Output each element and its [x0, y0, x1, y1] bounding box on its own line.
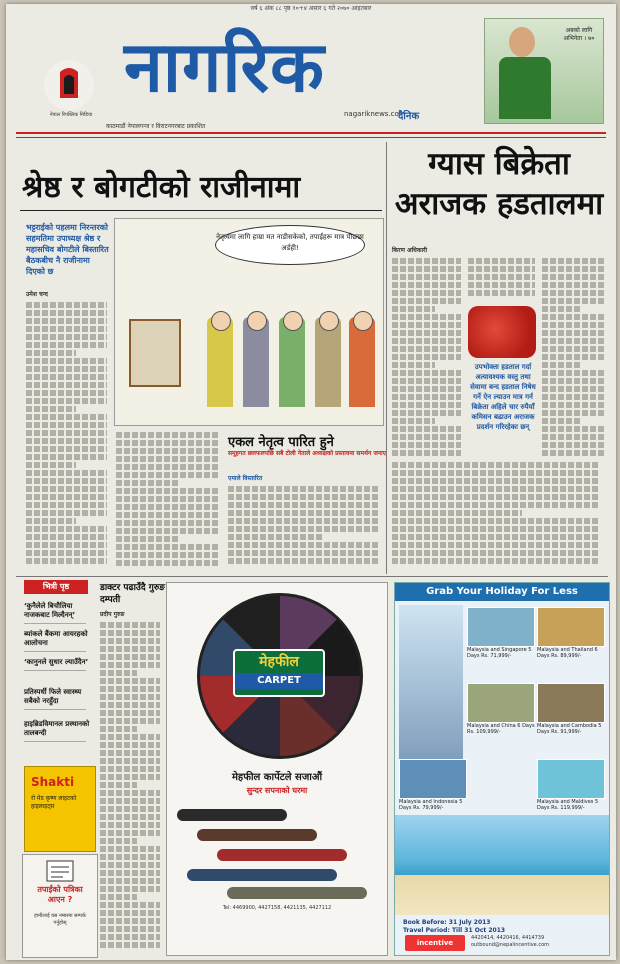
subscription-text: हामीलाई यस नम्बरमा सम्पर्क गर्नुहोस्: [34, 913, 86, 926]
text-line: [100, 630, 160, 636]
column-divider: [386, 142, 387, 574]
text-line: [392, 518, 599, 524]
text-line: [116, 528, 218, 534]
text-line: [116, 544, 218, 550]
text-line: [392, 258, 461, 264]
text-line: [392, 534, 599, 540]
carpet-advert[interactable]: [166, 582, 388, 956]
text-line: [100, 766, 160, 772]
mehfil-brand: मेहफील: [259, 654, 299, 670]
tour-caption: Malaysia and Indonesia 5 Days Rs. 79,999/-: [399, 799, 463, 811]
text-line: [392, 462, 599, 468]
text-line: [116, 520, 218, 526]
tour-photo: [537, 759, 605, 799]
text-line: [26, 366, 107, 372]
text-line: [542, 322, 605, 328]
text-line: [100, 758, 160, 764]
text-line: [116, 440, 218, 446]
text-line: [26, 558, 107, 564]
text-line: [542, 370, 605, 376]
sidebar-item[interactable]: प्रतिस्पर्धी फिले स्वास्थ्य सबैको नरहुँदा: [24, 688, 90, 706]
text-line: [116, 432, 218, 438]
carpet-roll: [187, 869, 337, 881]
masthead-tagline: काठमाडौं नेपालगन्ज र विराटनगरबाट प्रकाशित: [106, 123, 206, 130]
text-line: [392, 330, 461, 336]
text-line: [392, 486, 599, 492]
text-line: [116, 464, 218, 470]
text-line: [392, 314, 461, 320]
text-line: [116, 496, 218, 502]
text-line: [116, 512, 218, 518]
text-line: [468, 266, 535, 272]
subscription-title: तपाईंको पत्रिका आएन ?: [37, 885, 83, 904]
subscription-advert[interactable]: [22, 854, 98, 958]
cartoon-head: [211, 311, 231, 331]
incentive-contact: 4420414, 4420416, 4414739 outbound@nepalincentive.com: [471, 935, 550, 948]
text-line: [26, 526, 107, 532]
text-line: [26, 430, 107, 436]
gas-body-column-1: [392, 258, 464, 458]
text-line: [392, 274, 461, 280]
text-line: [100, 710, 160, 716]
text-line: [26, 518, 76, 524]
site-url[interactable]: nagariknews.com: [344, 110, 406, 118]
text-line: [468, 290, 535, 296]
text-line: [116, 504, 218, 510]
text-line: [468, 274, 535, 280]
text-line: [228, 526, 378, 532]
text-line: [228, 510, 378, 516]
text-line: [26, 502, 107, 508]
text-line: [116, 480, 180, 486]
text-line: [100, 782, 137, 788]
carpet-roll: [177, 809, 287, 821]
text-line: [100, 774, 160, 780]
headline-divider: [20, 210, 382, 211]
text-line: [542, 258, 605, 264]
cartoon-portrait: [129, 319, 181, 387]
text-line: [26, 454, 107, 460]
text-line: [100, 910, 160, 916]
text-line: [542, 282, 605, 288]
text-line: [116, 472, 218, 478]
text-line: [100, 734, 160, 740]
text-line: [100, 902, 160, 908]
text-line: [392, 410, 461, 416]
beach-photo: [395, 815, 609, 915]
text-line: [392, 558, 599, 564]
text-line: [26, 486, 107, 492]
text-line: [542, 434, 605, 440]
shakti-advert[interactable]: [24, 766, 96, 852]
text-line: [542, 378, 605, 384]
tour-photo: [537, 607, 605, 647]
text-line: [542, 402, 605, 408]
text-line: [26, 406, 76, 412]
text-line: [392, 338, 461, 344]
booking-dates: Book Before: 31 July 2013 Travel Period: Till 31 Oct 2013: [403, 919, 506, 934]
text-line: [392, 290, 461, 296]
text-line: [100, 790, 160, 796]
text-line: [100, 718, 160, 724]
text-line: [100, 934, 160, 940]
sidebar-item[interactable]: ‘कानुनले सुधार ल्याउँदैन’: [24, 658, 89, 666]
text-line: [100, 742, 160, 748]
text-line: [392, 362, 435, 368]
text-line: [116, 552, 218, 558]
carpet-contact: Tel: 4469900, 4427158, 4421135, 4427112: [222, 905, 332, 911]
doctor-body: [100, 622, 162, 952]
tour-caption: Malaysia and Maldives 5 Days Rs. 119,999/-: [537, 799, 599, 811]
lead-byline: उमेश चन्द: [26, 291, 48, 298]
text-line: [392, 346, 461, 352]
text-line: [392, 298, 461, 304]
gas-headline[interactable]: ग्यास बिक्रेता अराजक हडतालमा: [394, 146, 604, 222]
text-line: [542, 290, 605, 296]
text-line: [542, 330, 605, 336]
text-line: [542, 314, 605, 320]
text-line: [542, 426, 605, 432]
text-line: [100, 942, 160, 948]
text-line: [100, 678, 160, 684]
masthead-rule: [16, 137, 606, 138]
mehfil-logo: [233, 649, 325, 697]
cartoon-head: [319, 311, 339, 331]
text-line: [542, 354, 605, 360]
tour-caption: Malaysia and Singapore 5 Days Rs. 71,999/-: [467, 647, 532, 659]
text-line: [116, 560, 218, 566]
text-line: [26, 350, 76, 356]
text-line: [228, 542, 378, 548]
text-line: [392, 402, 461, 408]
gas-body-column-3: [542, 258, 608, 458]
logo-caption: नेपाल रिपब्लिक मिडिया: [49, 112, 93, 118]
text-line: [26, 382, 107, 388]
text-line: [100, 726, 137, 732]
text-line: [26, 470, 107, 476]
cartoon-head: [283, 311, 303, 331]
inner-section: एमाले विस्तारित: [228, 475, 263, 482]
text-line: [100, 622, 160, 628]
text-line: [392, 494, 599, 500]
text-line: [26, 414, 107, 420]
text-line: [542, 442, 605, 448]
text-line: [542, 298, 605, 304]
text-line: [26, 550, 107, 556]
text-line: [392, 478, 599, 484]
text-line: [542, 362, 582, 368]
text-line: [100, 846, 160, 852]
text-line: [26, 438, 107, 444]
text-line: [100, 854, 160, 860]
text-line: [100, 878, 160, 884]
tour-photo: [537, 683, 605, 723]
text-line: [100, 694, 160, 700]
tour-photo: [399, 759, 467, 799]
text-line: [26, 326, 107, 332]
text-line: [392, 370, 461, 376]
carpet-roll: [217, 849, 347, 861]
text-line: [26, 534, 107, 540]
gas-body-column-2: [468, 258, 538, 304]
text-line: [100, 830, 160, 836]
text-line: [100, 654, 160, 660]
text-line: [26, 422, 107, 428]
text-line: [542, 274, 605, 280]
fold-divider: [16, 576, 608, 577]
text-line: [100, 838, 137, 844]
text-line: [116, 456, 218, 462]
text-line: [392, 442, 461, 448]
text-line: [26, 358, 107, 364]
text-line: [542, 306, 582, 312]
ad-model-face: [509, 27, 535, 57]
newspaper-page: [6, 4, 616, 960]
text-line: [228, 534, 322, 540]
lead-subhead: भट्टराईको पहलमा निरन्तरको सहमतिमा उपाध्यक्ष श्रेष्ठ र महासचिव बोगटीले बिस्तारित बैठकबीच नै राजीनामा दिएको छ: [26, 223, 109, 276]
inside-pages-header: भित्री पृष्ठ: [24, 580, 88, 594]
top-advert[interactable]: [484, 18, 604, 124]
carpet-roll: [197, 829, 317, 841]
masthead-title: नागरिक: [124, 26, 325, 108]
text-line: [116, 448, 218, 454]
text-line: [100, 926, 160, 932]
text-line: [100, 646, 160, 652]
text-line: [26, 446, 107, 452]
text-line: [542, 266, 605, 272]
lead-body-column-1: [26, 302, 110, 572]
text-line: [392, 354, 461, 360]
text-line: [100, 894, 137, 900]
carpet-roll: [227, 887, 367, 899]
gas-photo-caption: उपभोक्ता हडताल गर्दा अत्यावश्यक वस्तु तथा सेवामा बन्द हडताल निषेध गर्ने ऐन ल्याउन मात्र गर्न बिक्रेता अहिले चार रुपैयाँ कमिसन बढाउन अराजक प्रदर्शन गरिरहेका छन्: [470, 363, 536, 431]
text-line: [392, 378, 461, 384]
text-line: [26, 398, 107, 404]
text-line: [26, 302, 107, 308]
mehfil-brand-en: CARPET: [235, 673, 323, 689]
text-line: [468, 258, 535, 264]
inner-body: [228, 486, 384, 572]
text-line: [228, 550, 378, 556]
tour-caption: Malaysia and Cambodia 5 Days Rs. 91,999/-: [537, 723, 602, 735]
doctor-byline: प्रदीप गुरुङ: [100, 611, 125, 618]
text-line: [392, 510, 522, 516]
newspaper-icon: [45, 859, 75, 883]
text-line: [26, 342, 107, 348]
text-line: [100, 662, 160, 668]
text-line: [542, 418, 582, 424]
inner-headline[interactable]: एकल नेतृत्व पारित हुने: [228, 435, 334, 450]
text-line: [228, 494, 378, 500]
text-line: [542, 394, 605, 400]
text-line: [116, 536, 180, 542]
text-line: [26, 478, 107, 484]
masthead-red-rule: [16, 132, 606, 134]
text-line: [26, 334, 107, 340]
text-line: [392, 550, 599, 556]
lead-headline[interactable]: श्रेष्ठ र बोगटीको राजीनामा: [22, 170, 301, 205]
text-line: [100, 750, 160, 756]
incentive-logo: incentive: [405, 935, 465, 951]
text-line: [468, 282, 535, 288]
text-line: [392, 434, 461, 440]
sidebar-item[interactable]: हाइब्रिडविमानल प्रस्थानको तालबन्दी: [24, 720, 90, 737]
text-line: [392, 386, 461, 392]
text-line: [542, 450, 605, 456]
carpet-tagline-2: सुन्दर सपनाको घरमा: [246, 786, 308, 795]
gas-byline: किरण अधिकारी: [392, 247, 428, 254]
text-line: [100, 806, 160, 812]
gas-cylinder-photo: [468, 306, 536, 358]
text-line: [116, 488, 218, 494]
ad-model-body: [499, 57, 551, 119]
text-line: [100, 702, 160, 708]
text-line: [392, 418, 435, 424]
shakti-title: Shakti: [31, 775, 75, 789]
text-line: [542, 386, 605, 392]
text-line: [100, 862, 160, 868]
text-line: [100, 918, 160, 924]
text-line: [100, 822, 160, 828]
tour-caption: Malaysia and China 6 Days Rs. 109,999/-: [467, 723, 535, 735]
text-line: [100, 686, 160, 692]
text-line: [542, 410, 605, 416]
text-line: [392, 394, 461, 400]
text-line: [392, 502, 599, 508]
text-line: [26, 510, 107, 516]
sidebar-item[interactable]: ब्यांकले बैंकमा आयरहको आलोचना: [24, 630, 90, 648]
text-line: [26, 374, 107, 380]
text-line: [228, 486, 378, 492]
cartoon-head: [353, 311, 373, 331]
text-line: [392, 526, 599, 532]
text-line: [100, 814, 160, 820]
text-line: [26, 494, 107, 500]
dateline: वर्ष ६ अंक ८८ पृष्ठ १०+४ असार ६ गते २०७० आइतबार: [250, 5, 372, 12]
tour-photo: [467, 683, 535, 723]
text-line: [26, 318, 107, 324]
tour-caption: Malaysia and Thailand 6 Days Rs. 89,999/-: [537, 647, 598, 659]
text-line: [26, 462, 76, 468]
text-line: [100, 886, 160, 892]
text-line: [392, 426, 461, 432]
text-line: [100, 870, 160, 876]
holiday-advert[interactable]: [394, 582, 610, 956]
editorial-cartoon: [114, 218, 384, 426]
text-line: [392, 306, 435, 312]
daily-label: दैनिक: [398, 111, 420, 122]
text-line: [228, 502, 378, 508]
text-line: [542, 338, 605, 344]
newspaper-logo: [44, 60, 94, 110]
text-line: [392, 322, 461, 328]
tour-photo: [467, 607, 535, 647]
text-line: [542, 346, 605, 352]
holiday-title: Grab Your Holiday For Less: [395, 583, 609, 601]
lead-body-column-2: [116, 432, 222, 572]
text-line: [26, 310, 107, 316]
text-line: [228, 518, 378, 524]
text-line: [392, 470, 599, 476]
text-line: [392, 542, 599, 548]
carpet-tagline: मेहफील कार्पेटले सजाऔं: [231, 772, 323, 783]
text-line: [100, 638, 160, 644]
text-line: [392, 450, 461, 456]
cartoon-speech-bubble: नेतृत्वमा लागि हाम्रा मत नाडीसकेको, तपाईंहरू मात्र पीछ्छा अर्डही!: [215, 225, 365, 265]
doctor-headline[interactable]: डाक्टर पढाउँदै गुरुङ दम्पती: [100, 583, 165, 605]
text-line: [100, 798, 160, 804]
text-line: [26, 542, 107, 548]
shakti-text: रो मेड कृष्ण लाइटको हाइलाइट्स: [31, 795, 77, 810]
text-line: [392, 266, 461, 272]
text-line: [392, 282, 461, 288]
cartoon-head: [247, 311, 267, 331]
sidebar-item[interactable]: ‘कुनैलेले बिचौलिया नाजकबाट मिल्दैनन्’: [24, 602, 90, 620]
text-line: [100, 670, 137, 676]
gas-body-bottom: [392, 462, 608, 572]
inner-subhead: समूहगत छलफलपछि सबै टोली नेताले अध्यक्षको प्रस्तावमा समर्थन जनाए: [228, 450, 386, 457]
text-line: [228, 558, 378, 564]
text-line: [26, 390, 107, 396]
ad-text: अबको लागि अभिनेता । ७०: [563, 27, 595, 43]
